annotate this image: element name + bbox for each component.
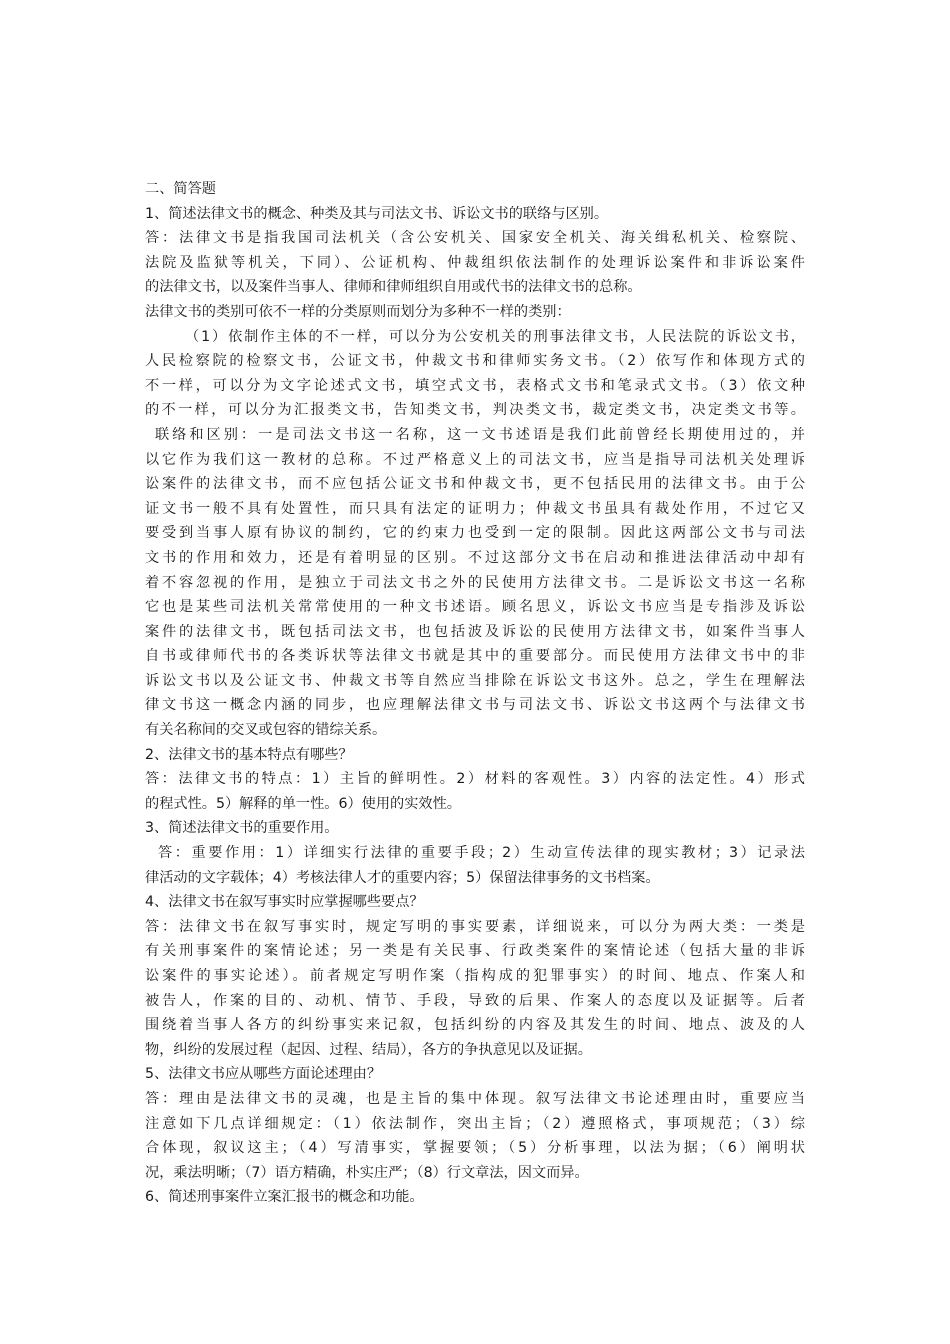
answer-1-line: 着不容忽视的作用，是独立于司法文书之外的民使用方法律文书。二是诉讼文书这一名称 (145, 574, 805, 591)
question-4-heading: 4、法律文书在叙写事实时应掌握哪些要点？ (145, 894, 424, 911)
answer-3-line: 律活动的文字载体；4）考核法律人才的重要内容；5）保留法律事务的文书档案。 (145, 869, 660, 886)
answer-1-line: 人民检察院的检察文书，公证文书，仲裁文书和律师实务文书。（2）依写作和体现方式的 (145, 353, 805, 370)
answer-1-line: 不一样，可以分为文字论述式文书，填空式文书，表格式文书和笔录式文书。（3）依文种 (145, 377, 805, 394)
answer-1-line: 自书或律师代书的各类诉状等法律文书就是其中的重要部分。而民使用方法律文书中的非 (145, 648, 805, 665)
answer-1-line: 以它作为我们这一教材的总称。不过严格意义上的司法文书，应当是指导司法机关处理诉 (145, 451, 805, 468)
answer-1-line: 文书的作用和效力，还是有着明显的区别。不过这部分文书在启动和推进法律活动中却有 (145, 549, 805, 566)
answer-4-line: 有关刑事案件的案情论述；另一类是有关民事、行政类案件的案情论述（包括大量的非诉 (145, 943, 805, 960)
answer-4-line: 被告人，作案的目的、动机、情节、手段，导致的后果、作案人的态度以及证据等。后者 (145, 992, 805, 1009)
question-1-heading: 1、简述法律文书的概念、种类及其与司法文书、诉讼文书的联络与区别。 (145, 205, 609, 222)
answer-1-line: 讼案件的法律文书，而不应包括公证文书和仲裁文书，更不包括民用的法律文书。由于公 (145, 476, 805, 493)
answer-2-line: 的程式性。5）解释的单一性。6）使用的实效性。 (145, 795, 461, 812)
question-2-heading: 2、法律文书的基本特点有哪些？ (145, 746, 353, 763)
question-6-heading: 6、简述刑事案件立案汇报书的概念和功能。 (145, 1189, 424, 1206)
answer-1-line: 的法律文书，以及案件当事人、律师和律师组织自用或代书的法律文书的总称。 (145, 279, 642, 296)
answer-1-line: 法律文书的类别可依不一样的分类原则而划分为多种不一样的类别： (145, 303, 571, 320)
answer-1-line: 联络和区别：一是司法文书这一名称，这一文书述语是我们此前曾经长期使用过的，并 (155, 426, 805, 443)
answer-1-line: 律文书这一概念内涵的同步，也应理解法律文书与司法文书、诉讼文书这两个与法律文书 (145, 697, 805, 714)
answer-1-line: 它也是某些司法机关常常使用的一种文书述语。顾名思义，诉讼文书应当是专指涉及诉讼 (145, 599, 805, 616)
answer-5-line: 答：理由是法律文书的灵魂，也是主旨的集中体现。叙写法律文书论述理由时，重要应当 (145, 1090, 805, 1107)
answer-1-line: 证文书一般不具有处置性，而只具有法定的证明力；仲裁文书虽具有裁处作用，不过它又 (145, 500, 805, 517)
question-5-heading: 5、法律文书应从哪些方面论述理由？ (145, 1066, 382, 1083)
answer-5-line: 合体现，叙议这主；（4）写清事实，掌握要领；（5）分析事理，以法为据；（6）阐明状 (145, 1140, 805, 1157)
answer-4-line: 围绕着当事人各方的纠纷事实来记叙，包括纠纷的内容及其发生的时间、地点、波及的人 (145, 1017, 805, 1034)
answer-1-line: 答：法律文书是指我国司法机关（含公安机关、国家安全机关、海关缉私机关、检察院、 (145, 230, 805, 247)
answer-1-line: 案件的法律文书，既包括司法文书，也包括波及诉讼的民使用方法律文书，如案件当事人 (145, 623, 805, 640)
answer-1-line: 要受到当事人原有协议的制约，它的约束力也受到一定的限制。因此这两部公文书与司法 (145, 525, 805, 542)
answer-5-line: 况，乘法明晰；（7）语方精确，朴实庄严；（8）行文章法，因文而异。 (145, 1164, 589, 1181)
section-title: 二、简答题 (145, 181, 216, 197)
answer-4-line: 物，纠纷的发展过程（起因、过程、结局），各方的争执意见以及证据。 (145, 1041, 592, 1058)
answer-4-line: 讼案件的事实论述）。前者规定写明作案（指构成的犯罪事实）的时间、地点、作案人和 (145, 968, 805, 984)
answer-1-line: 诉讼文书以及公证文书、仲裁文书等自然应当排除在诉讼文书这外。总之，学生在理解法 (145, 672, 805, 689)
answer-1-line: （1）依制作主体的不一样，可以分为公安机关的刑事法律文书，人民法院的诉讼文书， (185, 328, 805, 345)
document-body (145, 177, 805, 1210)
answer-2-line: 答：法律文书的特点：1）主旨的鲜明性。2）材料的客观性。3）内容的法定性。4）形式 (145, 771, 805, 788)
answer-1-line: 的不一样，可以分为汇报类文书，告知类文书，判决类文书，裁定类文书，决定类文书等。 (145, 402, 805, 419)
answer-3-line: 答：重要作用：1）详细实行法律的重要手段；2）生动宣传法律的现实教材；3）记录法 (158, 845, 805, 862)
answer-5-line: 注意如下几点详细规定：（1）依法制作，突出主旨；（2）遵照格式，事项规范；（3）综 (145, 1115, 805, 1132)
answer-1-line: 有关名称间的交叉或包容的错综关系。 (145, 722, 387, 739)
question-3-heading: 3、简述法律文书的重要作用。 (145, 820, 339, 837)
answer-4-line: 答：法律文书在叙写事实时，规定写明的事实要素，详细说来，可以分为两大类：一类是 (145, 918, 805, 935)
answer-1-line: 法院及监狱等机关，下同）、公证机构、仲裁组织依法制作的处理诉讼案件和非诉讼案件 (145, 254, 805, 271)
